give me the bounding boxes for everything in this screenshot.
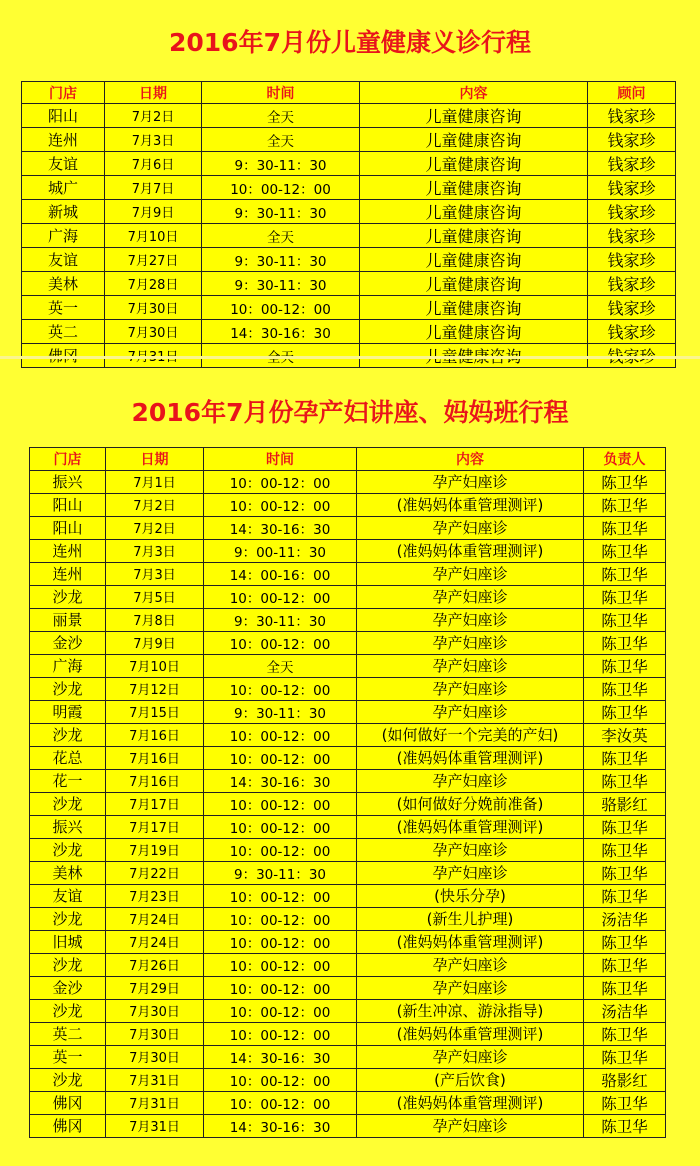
- cell-person: 李汝英: [584, 723, 666, 746]
- cell-person: 钱家珍: [588, 104, 676, 128]
- cell-person: 陈卫华: [584, 976, 666, 999]
- cell-time: 14：00-16：00: [204, 562, 357, 585]
- table-row: [22, 320, 676, 344]
- cell-store: 沙龙: [30, 677, 106, 700]
- table-row: [30, 815, 666, 838]
- cell-time: 10：00-12：00: [202, 176, 360, 200]
- table-row: [22, 176, 676, 200]
- table-row: [22, 152, 676, 176]
- cell-time: 全天: [202, 104, 360, 128]
- table-row: [30, 769, 666, 792]
- cell-store: 连州: [22, 128, 105, 152]
- cell-store: 花一: [30, 769, 106, 792]
- cell-person: 钱家珍: [588, 320, 676, 344]
- cell-store: 沙龙: [30, 999, 106, 1022]
- maternal-schedule-title: 2016年7月份孕产妇讲座、妈妈班行程: [131, 398, 569, 427]
- cell-content: (准妈妈体重管理测评): [357, 539, 584, 562]
- table-row: [30, 746, 666, 769]
- cell-person: 陈卫华: [584, 677, 666, 700]
- cell-date: 7月9日: [105, 200, 202, 224]
- cell-date: 7月17日: [106, 815, 204, 838]
- cell-person: 陈卫华: [584, 1091, 666, 1114]
- cell-date: 7月6日: [105, 152, 202, 176]
- cell-store: 振兴: [30, 470, 106, 493]
- cell-content: 孕产妇座诊: [357, 769, 584, 792]
- cell-person: 钱家珍: [588, 200, 676, 224]
- cell-person: 骆影红: [584, 1068, 666, 1091]
- cell-time: 10：00-12：00: [204, 1091, 357, 1114]
- cell-content: 孕产妇座诊: [357, 562, 584, 585]
- cell-date: 7月9日: [106, 631, 204, 654]
- table-row: [30, 976, 666, 999]
- cell-date: 7月24日: [106, 930, 204, 953]
- cell-date: 7月23日: [106, 884, 204, 907]
- cell-store: 美林: [22, 272, 105, 296]
- cell-store: 沙龙: [30, 585, 106, 608]
- cell-content: 儿童健康咨询: [360, 104, 588, 128]
- cell-time: 14：30-16：30: [204, 516, 357, 539]
- cell-time: 10：00-12：00: [204, 1022, 357, 1045]
- cell-store: 连州: [30, 562, 106, 585]
- cell-person: 钱家珍: [588, 176, 676, 200]
- col-header-advisor: 顾问: [588, 82, 676, 104]
- table-row: [30, 1091, 666, 1114]
- cell-date: 7月10日: [105, 224, 202, 248]
- table-row: [22, 224, 676, 248]
- table-row: [30, 907, 666, 930]
- cell-person: 陈卫华: [584, 1022, 666, 1045]
- cell-time: 9：30-11：30: [204, 861, 357, 884]
- cell-date: 7月1日: [106, 470, 204, 493]
- cell-time: 10：00-12：00: [204, 953, 357, 976]
- cell-time: 9：30-11：30: [202, 152, 360, 176]
- cell-time: 10：00-12：00: [204, 723, 357, 746]
- cell-time: 9：00-11：30: [204, 539, 357, 562]
- cell-store: 沙龙: [30, 792, 106, 815]
- col-header-person-in-charge: 负责人: [584, 448, 666, 471]
- col-header-date: 日期: [105, 82, 202, 104]
- cell-date: 7月30日: [105, 320, 202, 344]
- cell-person: 钱家珍: [588, 152, 676, 176]
- cell-store: 英一: [22, 296, 105, 320]
- cell-store: 明霞: [30, 700, 106, 723]
- cell-store: 佛冈: [30, 1091, 106, 1114]
- cell-time: 10：00-12：00: [204, 838, 357, 861]
- cell-time: 9：30-11：30: [202, 248, 360, 272]
- cell-content: 孕产妇座诊: [357, 470, 584, 493]
- cell-store: 阳山: [22, 104, 105, 128]
- cell-store: 广海: [22, 224, 105, 248]
- table-row: [22, 272, 676, 296]
- section-divider: [0, 356, 700, 359]
- cell-store: 英二: [22, 320, 105, 344]
- cell-store: 旧城: [30, 930, 106, 953]
- cell-store: 佛冈: [30, 1114, 106, 1137]
- table-header-row: [22, 82, 676, 104]
- table-row: [22, 248, 676, 272]
- cell-date: 7月19日: [106, 838, 204, 861]
- cell-person: 钱家珍: [588, 248, 676, 272]
- cell-time: 全天: [204, 654, 357, 677]
- table-header-row: [30, 448, 666, 471]
- table-row: [30, 953, 666, 976]
- cell-person: 汤洁华: [584, 999, 666, 1022]
- cell-person: 陈卫华: [584, 539, 666, 562]
- cell-content: 孕产妇座诊: [357, 585, 584, 608]
- cell-date: 7月31日: [106, 1091, 204, 1114]
- cell-content: 孕产妇座诊: [357, 1114, 584, 1137]
- cell-content: 孕产妇座诊: [357, 953, 584, 976]
- cell-date: 7月24日: [106, 907, 204, 930]
- cell-content: (准妈妈体重管理测评): [357, 815, 584, 838]
- cell-date: 7月3日: [106, 539, 204, 562]
- cell-time: 10：00-12：00: [204, 470, 357, 493]
- cell-date: 7月15日: [106, 700, 204, 723]
- cell-store: 金沙: [30, 631, 106, 654]
- cell-date: 7月31日: [106, 1114, 204, 1137]
- col-header-date: 日期: [106, 448, 204, 471]
- table-row: [30, 838, 666, 861]
- cell-time: 全天: [202, 224, 360, 248]
- table-row: [30, 562, 666, 585]
- table-row: [30, 585, 666, 608]
- cell-person: 陈卫华: [584, 930, 666, 953]
- cell-person: 陈卫华: [584, 608, 666, 631]
- table-row: [30, 1045, 666, 1068]
- cell-person: 陈卫华: [584, 1114, 666, 1137]
- cell-content: 儿童健康咨询: [360, 296, 588, 320]
- cell-date: 7月12日: [106, 677, 204, 700]
- table-row: [22, 296, 676, 320]
- cell-time: 10：00-12：00: [204, 746, 357, 769]
- cell-content: 儿童健康咨询: [360, 248, 588, 272]
- cell-date: 7月30日: [105, 296, 202, 320]
- cell-time: 10：00-12：00: [204, 677, 357, 700]
- cell-person: 钱家珍: [588, 128, 676, 152]
- cell-store: 丽景: [30, 608, 106, 631]
- cell-store: 沙龙: [30, 907, 106, 930]
- cell-content: (准妈妈体重管理测评): [357, 1022, 584, 1045]
- cell-time: 9：30-11：30: [202, 272, 360, 296]
- cell-content: 孕产妇座诊: [357, 608, 584, 631]
- maternal-schedule-rows: [30, 470, 666, 1137]
- col-header-store: 门店: [30, 448, 106, 471]
- table-row: [22, 200, 676, 224]
- cell-content: 孕产妇座诊: [357, 1045, 584, 1068]
- table-row: [30, 654, 666, 677]
- table-row: [30, 677, 666, 700]
- cell-store: 广海: [30, 654, 106, 677]
- table-row: [30, 723, 666, 746]
- cell-store: 阳山: [30, 516, 106, 539]
- cell-store: 英二: [30, 1022, 106, 1045]
- table-row: [22, 128, 676, 152]
- cell-store: 连州: [30, 539, 106, 562]
- cell-time: 14：30-16：30: [204, 1045, 357, 1068]
- cell-store: 友谊: [30, 884, 106, 907]
- cell-person: 陈卫华: [584, 516, 666, 539]
- cell-time: 9：30-11：30: [204, 700, 357, 723]
- cell-person: 陈卫华: [584, 746, 666, 769]
- cell-store: 英一: [30, 1045, 106, 1068]
- cell-person: 陈卫华: [584, 631, 666, 654]
- table-row: [30, 493, 666, 516]
- table-row: [30, 1114, 666, 1137]
- cell-time: 10：00-12：00: [204, 976, 357, 999]
- cell-time: 10：00-12：00: [202, 296, 360, 320]
- cell-person: 陈卫华: [584, 815, 666, 838]
- cell-date: 7月17日: [106, 792, 204, 815]
- table-row: [30, 1022, 666, 1045]
- table-row: [30, 608, 666, 631]
- child-schedule-rows: [22, 104, 676, 368]
- table-row: [30, 861, 666, 884]
- cell-time: 10：00-12：00: [204, 493, 357, 516]
- cell-content: (准妈妈体重管理测评): [357, 746, 584, 769]
- cell-store: 沙龙: [30, 953, 106, 976]
- cell-person: 陈卫华: [584, 861, 666, 884]
- table-row: [30, 516, 666, 539]
- table-row: [30, 792, 666, 815]
- cell-date: 7月2日: [106, 516, 204, 539]
- cell-store: 沙龙: [30, 723, 106, 746]
- table-row: [30, 1068, 666, 1091]
- cell-date: 7月3日: [105, 128, 202, 152]
- cell-time: 14：30-16：30: [204, 769, 357, 792]
- cell-date: 7月16日: [106, 769, 204, 792]
- cell-time: 10：00-12：00: [204, 792, 357, 815]
- cell-store: 阳山: [30, 493, 106, 516]
- cell-date: 7月2日: [106, 493, 204, 516]
- cell-person: 钱家珍: [588, 296, 676, 320]
- cell-time: 10：00-12：00: [204, 815, 357, 838]
- cell-date: 7月5日: [106, 585, 204, 608]
- cell-content: 孕产妇座诊: [357, 516, 584, 539]
- table-row: [22, 104, 676, 128]
- cell-person: 钱家珍: [588, 224, 676, 248]
- table-row: [30, 700, 666, 723]
- cell-date: 7月16日: [106, 746, 204, 769]
- cell-person: 汤洁华: [584, 907, 666, 930]
- cell-store: 城广: [22, 176, 105, 200]
- cell-time: 10：00-12：00: [204, 907, 357, 930]
- cell-date: 7月27日: [105, 248, 202, 272]
- cell-content: (新生冲凉、游泳指导): [357, 999, 584, 1022]
- child-schedule-title: 2016年7月份儿童健康义诊行程: [169, 28, 531, 57]
- cell-content: 孕产妇座诊: [357, 677, 584, 700]
- cell-content: 儿童健康咨询: [360, 176, 588, 200]
- cell-date: 7月26日: [106, 953, 204, 976]
- col-header-time: 时间: [204, 448, 357, 471]
- cell-person: 陈卫华: [584, 953, 666, 976]
- table-row: [30, 884, 666, 907]
- cell-time: 10：00-12：00: [204, 930, 357, 953]
- cell-time: 全天: [202, 128, 360, 152]
- cell-content: 孕产妇座诊: [357, 654, 584, 677]
- table-row: [30, 999, 666, 1022]
- cell-person: 陈卫华: [584, 562, 666, 585]
- cell-content: 儿童健康咨询: [360, 320, 588, 344]
- cell-date: 7月7日: [105, 176, 202, 200]
- cell-content: 儿童健康咨询: [360, 200, 588, 224]
- cell-content: 儿童健康咨询: [360, 224, 588, 248]
- cell-content: 儿童健康咨询: [360, 152, 588, 176]
- cell-time: 9：30-11：30: [202, 200, 360, 224]
- table-row: [30, 631, 666, 654]
- table-row: [30, 470, 666, 493]
- cell-time: 10：00-12：00: [204, 585, 357, 608]
- cell-store: 友谊: [22, 152, 105, 176]
- cell-date: 7月3日: [106, 562, 204, 585]
- cell-date: 7月8日: [106, 608, 204, 631]
- cell-time: 10：00-12：00: [204, 884, 357, 907]
- cell-date: 7月30日: [106, 999, 204, 1022]
- cell-store: 花总: [30, 746, 106, 769]
- cell-time: 10：00-12：00: [204, 631, 357, 654]
- cell-content: (新生儿护理): [357, 907, 584, 930]
- cell-person: 骆影红: [584, 792, 666, 815]
- cell-store: 沙龙: [30, 838, 106, 861]
- cell-content: 孕产妇座诊: [357, 861, 584, 884]
- cell-content: 孕产妇座诊: [357, 700, 584, 723]
- cell-content: 儿童健康咨询: [360, 272, 588, 296]
- cell-content: (如何做好一个完美的产妇): [357, 723, 584, 746]
- table-row: [30, 930, 666, 953]
- cell-person: 陈卫华: [584, 493, 666, 516]
- cell-person: 陈卫华: [584, 654, 666, 677]
- cell-person: 陈卫华: [584, 769, 666, 792]
- cell-content: (产后饮食): [357, 1068, 584, 1091]
- child-schedule-table: [21, 81, 676, 368]
- cell-content: 孕产妇座诊: [357, 631, 584, 654]
- cell-content: (准妈妈体重管理测评): [357, 930, 584, 953]
- cell-store: 新城: [22, 200, 105, 224]
- cell-time: 10：00-12：00: [204, 1068, 357, 1091]
- cell-store: 友谊: [22, 248, 105, 272]
- cell-date: 7月16日: [106, 723, 204, 746]
- cell-time: 10：00-12：00: [204, 999, 357, 1022]
- cell-store: 金沙: [30, 976, 106, 999]
- cell-content: (如何做好分娩前准备): [357, 792, 584, 815]
- cell-date: 7月2日: [105, 104, 202, 128]
- cell-content: (快乐分孕): [357, 884, 584, 907]
- cell-content: 孕产妇座诊: [357, 838, 584, 861]
- cell-person: 陈卫华: [584, 470, 666, 493]
- cell-store: 振兴: [30, 815, 106, 838]
- cell-date: 7月22日: [106, 861, 204, 884]
- cell-time: 14：30-16：30: [202, 320, 360, 344]
- cell-person: 陈卫华: [584, 884, 666, 907]
- cell-time: 14：30-16：30: [204, 1114, 357, 1137]
- cell-content: (准妈妈体重管理测评): [357, 493, 584, 516]
- cell-date: 7月30日: [106, 1045, 204, 1068]
- cell-date: 7月30日: [106, 1022, 204, 1045]
- col-header-store: 门店: [22, 82, 105, 104]
- cell-time: 9：30-11：30: [204, 608, 357, 631]
- col-header-time: 时间: [202, 82, 360, 104]
- cell-date: 7月31日: [106, 1068, 204, 1091]
- cell-date: 7月10日: [106, 654, 204, 677]
- cell-store: 美林: [30, 861, 106, 884]
- cell-content: (准妈妈体重管理测评): [357, 1091, 584, 1114]
- cell-date: 7月28日: [105, 272, 202, 296]
- col-header-content: 内容: [357, 448, 584, 471]
- col-header-content: 内容: [360, 82, 588, 104]
- cell-person: 陈卫华: [584, 838, 666, 861]
- cell-person: 陈卫华: [584, 1045, 666, 1068]
- table-row: [30, 539, 666, 562]
- cell-person: 钱家珍: [588, 272, 676, 296]
- cell-person: 陈卫华: [584, 700, 666, 723]
- cell-content: 孕产妇座诊: [357, 976, 584, 999]
- cell-person: 陈卫华: [584, 585, 666, 608]
- maternal-schedule-table: [29, 447, 666, 1138]
- cell-date: 7月29日: [106, 976, 204, 999]
- cell-content: 儿童健康咨询: [360, 128, 588, 152]
- cell-store: 沙龙: [30, 1068, 106, 1091]
